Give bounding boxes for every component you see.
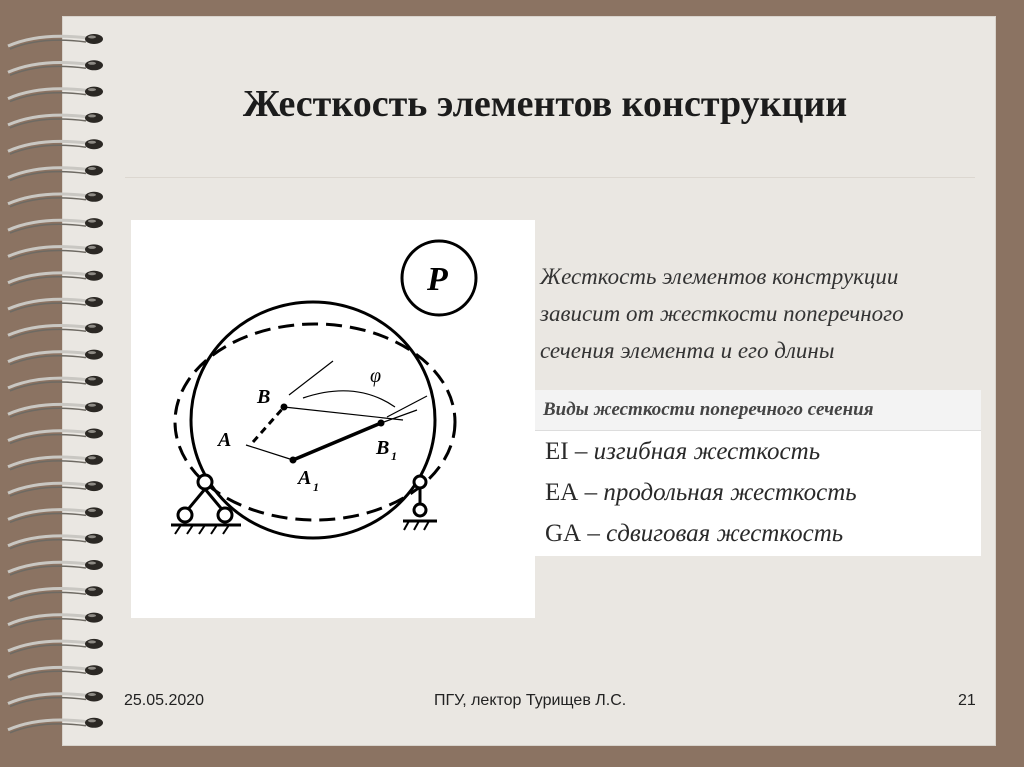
right-roller-support — [403, 476, 437, 530]
element-a1b1 — [293, 423, 381, 460]
label-b: B — [257, 386, 271, 408]
binding-coil — [8, 192, 103, 207]
angle-arc — [303, 391, 395, 407]
footer-date: 25.05.2020 — [124, 692, 205, 709]
tangent-left — [289, 361, 333, 395]
stiffness-code: EA — [545, 479, 579, 506]
binding-coil — [8, 376, 103, 391]
ref-line-b1 — [381, 410, 417, 423]
stiffness-types-heading: Виды жесткости поперечного сечения — [535, 390, 981, 431]
stiffness-types-table — [535, 390, 981, 556]
stiffness-description — [540, 258, 995, 369]
stiffness-code: GA — [545, 520, 582, 547]
label-phi: φ — [370, 365, 382, 387]
binding-coil — [8, 218, 103, 233]
footer-page-number: 21 — [958, 692, 976, 709]
element-ab — [253, 407, 284, 442]
ref-line-a — [246, 445, 293, 460]
binding-coil — [8, 455, 103, 470]
stiffness-code: EI — [545, 438, 569, 465]
stiffness-label: – продольная жесткость — [584, 479, 857, 506]
description-line-3: сечения элемента и его длины — [540, 338, 835, 363]
binding-coil — [8, 639, 103, 654]
binding-coil — [8, 350, 103, 365]
stiffness-label: – изгибная жесткость — [574, 438, 821, 465]
binding-coil — [8, 297, 103, 312]
binding-coil — [8, 507, 103, 522]
label-a: A — [218, 429, 232, 451]
label-a1: A — [298, 467, 312, 489]
binding-coil — [8, 34, 103, 49]
binding-coil — [8, 429, 103, 444]
binding-coil — [8, 665, 103, 680]
point-b1 — [378, 420, 385, 427]
binding-coil — [8, 87, 103, 102]
stiffness-type-row — [535, 513, 981, 554]
ref-line-b — [284, 407, 403, 420]
binding-coil — [8, 166, 103, 181]
figure-drawing — [131, 220, 535, 618]
stiffness-label: – сдвиговая жесткость — [587, 520, 844, 547]
binding-coil — [8, 560, 103, 575]
binding-coil — [8, 402, 103, 417]
binding-coil — [8, 113, 103, 128]
footer-author: ПГУ, лектор Турищев Л.С. — [434, 692, 627, 709]
spiral-binding — [0, 0, 130, 767]
binding-coil — [8, 139, 103, 154]
label-b1: B — [376, 437, 390, 459]
slide-title: Жесткость элементов конструкции — [242, 83, 848, 125]
binding-coil — [8, 586, 103, 601]
binding-coil — [8, 718, 103, 733]
stiffness-type-row — [535, 472, 981, 513]
binding-coil — [8, 323, 103, 338]
ring-deformation-figure — [131, 220, 535, 618]
stiffness-type-row — [535, 431, 981, 472]
load-label: P — [427, 261, 448, 298]
label-a1-sub: 1 — [313, 480, 319, 494]
title-divider — [125, 177, 975, 178]
label-b1-sub: 1 — [391, 449, 397, 463]
binding-coil — [8, 692, 103, 707]
binding-coil — [8, 613, 103, 628]
left-pinned-support — [171, 475, 241, 534]
binding-coil — [8, 271, 103, 286]
description-line-1: Жесткость элементов конструкции — [540, 264, 899, 289]
point-b — [281, 404, 288, 411]
binding-coil — [8, 481, 103, 496]
description-line-2: зависит от жесткости поперечного — [540, 301, 904, 326]
point-a1 — [290, 457, 297, 464]
binding-coil — [8, 60, 103, 75]
binding-coil — [8, 534, 103, 549]
binding-coil — [8, 244, 103, 259]
